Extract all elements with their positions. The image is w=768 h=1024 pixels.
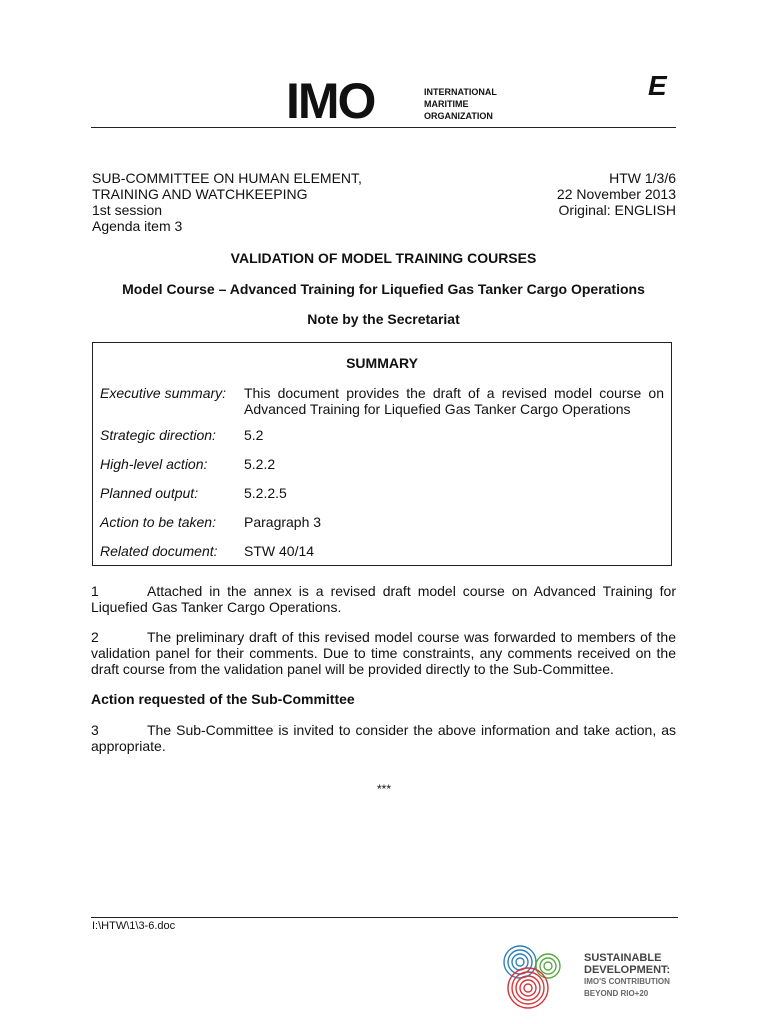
summary-value: This document provides the draft of a revised model course on Advanced Training for Liquefied Gas Tanker Cargo Operations: [244, 385, 664, 417]
summary-value: Paragraph 3: [244, 514, 322, 530]
imo-logo-org-name: [424, 86, 497, 122]
sd-line-1: SUSTAINABLE: [584, 952, 662, 964]
header-divider: [91, 127, 676, 128]
org-line-3: ORGANIZATION: [424, 111, 493, 121]
summary-label: Planned output:: [100, 485, 199, 501]
file-path: I:\HTW\1\3-6.doc: [92, 920, 176, 932]
document-info: [557, 170, 676, 218]
summary-box: [92, 342, 672, 566]
summary-value: 5.2.2: [244, 456, 276, 472]
paragraph-text: The preliminary draft of this revised model course was forwarded to members of the validation panel for their comments. Due to time constraints, any comments received on the draft course from the validation panel will be provided directly to the Sub-Committee.: [91, 629, 676, 677]
sustainable-development-logo: [494, 930, 684, 1018]
sd-line-3: IMO'S CONTRIBUTION: [584, 977, 670, 986]
document-subtitle: Model Course – Advanced Training for Liquefied Gas Tanker Cargo Operations: [122, 281, 645, 297]
summary-label: Executive summary:: [100, 385, 227, 401]
note-by: Note by the Secretariat: [307, 311, 460, 327]
end-marker: ***: [376, 782, 391, 796]
sustainable-development-text: [584, 952, 670, 1000]
agenda-item: Agenda item 3: [92, 218, 183, 234]
paragraph-text: Attached in the annex is a revised draft model course on Advanced Training for Liquefied Gas Tanker Cargo Operations.: [91, 583, 676, 615]
document-symbol: HTW 1/3/6: [609, 170, 676, 186]
footer-divider: [91, 917, 678, 918]
imo-logo-wordmark: IMO: [286, 73, 375, 129]
paragraph-number: 3: [91, 722, 99, 738]
committee-line-2: TRAINING AND WATCHKEEPING: [92, 186, 308, 202]
paragraph-number: 2: [91, 629, 99, 645]
session: 1st session: [92, 202, 163, 218]
sustainable-development-icon: [494, 930, 584, 1018]
document-title: VALIDATION OF MODEL TRAINING COURSES: [230, 250, 537, 266]
imo-logo: [280, 73, 520, 129]
summary-label: Related document:: [100, 543, 218, 559]
summary-value: STW 40/14: [244, 543, 315, 559]
paragraph-text: The Sub-Committee is invited to consider the above information and take action, as appropriate.: [91, 722, 676, 754]
summary-label: Strategic direction:: [100, 427, 216, 443]
committee-info: [92, 170, 362, 234]
action-heading: Action requested of the Sub-Committee: [91, 691, 355, 707]
original-language: Original: ENGLISH: [558, 202, 676, 218]
summary-label: High-level action:: [100, 456, 208, 472]
sd-line-4: BEYOND RIO+20: [584, 989, 649, 998]
summary-title: SUMMARY: [346, 355, 418, 371]
committee-line-1: SUB-COMMITTEE ON HUMAN ELEMENT,: [92, 170, 362, 186]
paragraph-2: [91, 629, 676, 677]
org-line-1: INTERNATIONAL: [424, 87, 497, 97]
sd-line-2: DEVELOPMENT:: [584, 964, 671, 976]
language-code: E: [648, 70, 667, 101]
summary-label: Action to be taken:: [100, 514, 216, 530]
summary-value: 5.2.2.5: [244, 485, 287, 501]
paragraph-1: [91, 583, 676, 615]
paragraph-number: 1: [91, 583, 99, 599]
org-line-2: MARITIME: [424, 99, 469, 109]
paragraph-3: [91, 722, 676, 754]
document-date: 22 November 2013: [556, 186, 676, 202]
summary-value: 5.2: [244, 427, 264, 443]
